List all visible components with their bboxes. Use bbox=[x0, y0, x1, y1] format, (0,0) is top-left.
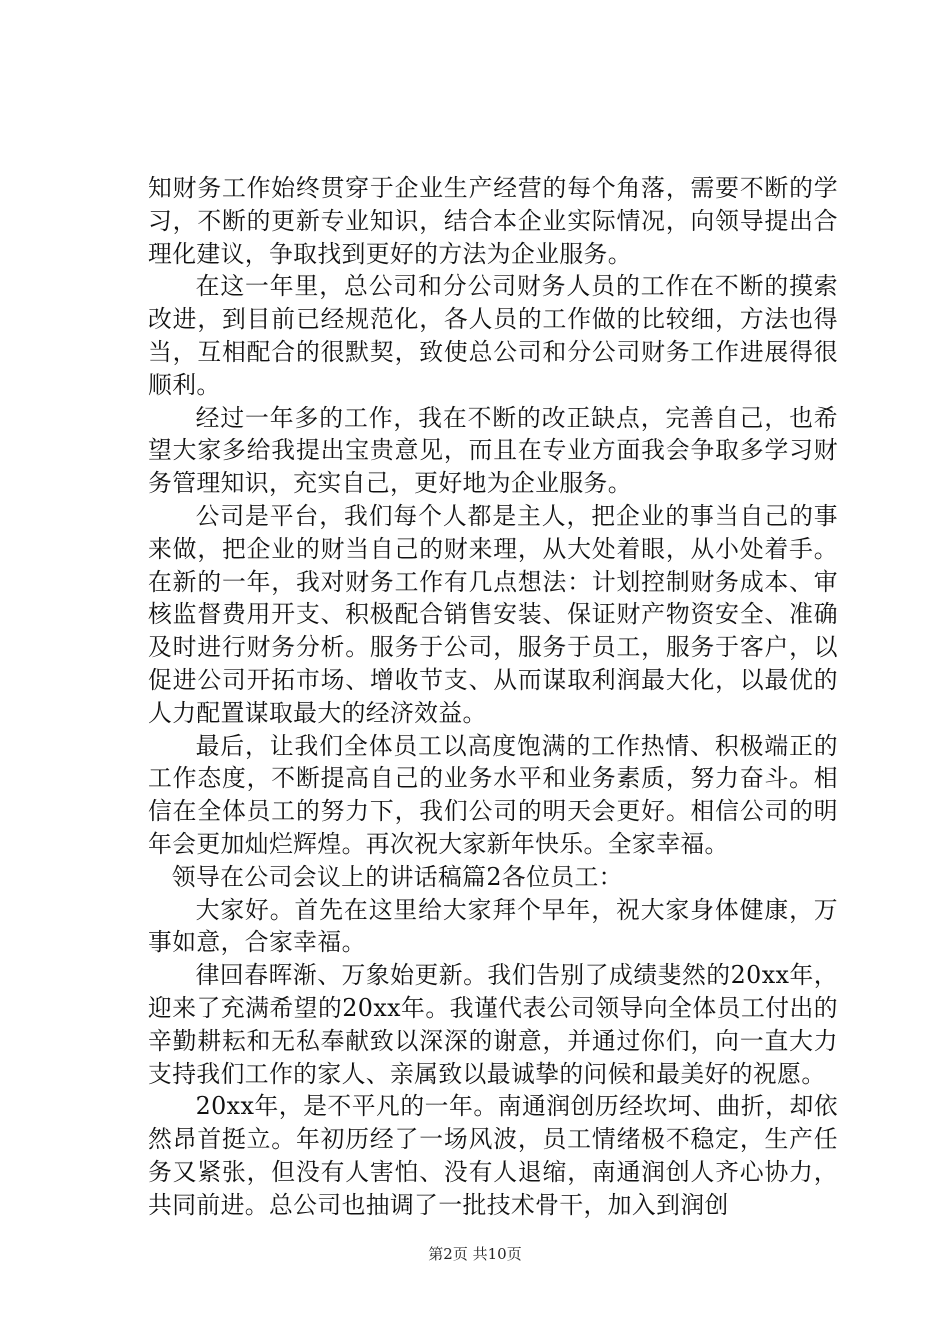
section-heading-speech-2: 领导在公司会议上的讲话稿篇2各位员工： bbox=[171, 862, 623, 891]
paragraph-continuation: 知财务工作始终贯穿于企业生产经营的每个角落，需要不断的学习，不断的更新专业知识，结合本企业实际情况，向领导提出合理化建议，争取找到更好的方法为企业服务。 bbox=[148, 174, 838, 268]
page-number-footer: 第2页 共10页 bbox=[428, 1245, 522, 1263]
document-body bbox=[148, 172, 838, 1222]
paragraph-company-platform: 公司是平台，我们每个人都是主人，把企业的事当自己的事来做，把企业的财当自己的财来理，从大处着眼，从小处着手。在新的一年，我对财务工作有几点想法：计划控制财务成本、审核监督费用开支、积极配合销售安装、保证财产物资安全、准确及时进行财务分析。服务于公司，服务于员工，服务于客户，以促进公司开拓市场、增收节支、从而谋取利润最大化，以最优的人力配置谋取最大的经济效益。 bbox=[148, 501, 838, 727]
paragraph-finance-team: 在这一年里，总公司和分公司财务人员的工作在不断的摸索改进，到目前已经规范化，各人员的工作做的比较细，方法也得当，互相配合的很默契，致使总公司和分公司财务工作进展得很顺利。 bbox=[148, 272, 838, 399]
paragraph-self-improvement: 经过一年多的工作，我在不断的改正缺点，完善自己，也希望大家多给我提出宝贵意见，而且在专业方面我会争取多学习财务管理知识，充实自己，更好地为企业服务。 bbox=[148, 403, 838, 498]
paragraph-closing: 最后，让我们全体员工以高度饱满的工作热情、积极端正的工作态度，不断提高自己的业务水平和业务素质，努力奋斗。相信在全体员工的努力下，我们公司的明天会更好。相信公司的明年会更加灿烂辉煌。再次祝大家新年快乐。全家幸福。 bbox=[148, 731, 838, 858]
paragraph-year-review: 20xx年，是不平凡的一年。南通润创历经坎坷、曲折，却依然昂首挺立。年初历经了一场风波，员工情绪极不稳定，生产任务又紧张，但没有人害怕、没有人退缩，南通润创人齐心协力，共同前进。总公司也抽调了一批技术骨干，加入到润创 bbox=[148, 1092, 838, 1219]
paragraph-greeting: 大家好。首先在这里给大家拜个早年，祝大家身体健康，万事如意，合家幸福。 bbox=[148, 895, 838, 957]
paragraph-new-year: 律回春晖渐、万象始更新。我们告别了成绩斐然的20xx年，迎来了充满希望的20xx年。我谨代表公司领导向全体员工付出的辛勤耕耘和无私奉献致以深深的谢意，并通过你们，向一直大力支持我们工作的家人、亲属致以最诚挚的问候和最美好的祝愿。 bbox=[148, 961, 838, 1088]
